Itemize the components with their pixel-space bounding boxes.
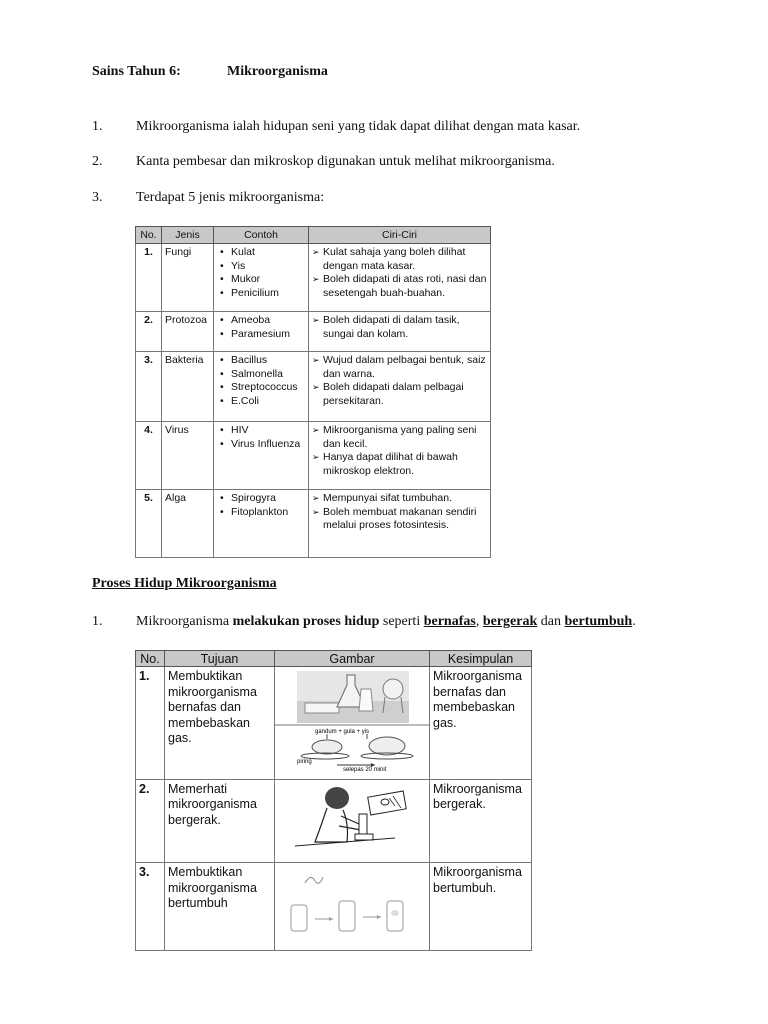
example-item: • Mukor bbox=[231, 273, 305, 287]
microorganism-types-table bbox=[135, 226, 491, 558]
cell-tujuan: Membuktikan mikroorganisma bernafas dan membebaskan gas. bbox=[165, 667, 275, 780]
feature-item: ➢ Hanya dapat dilihat di bawah mikroskop elektron. bbox=[323, 451, 487, 478]
cell-contoh bbox=[214, 312, 309, 352]
header-jenis: Jenis bbox=[162, 227, 214, 244]
header-gambar: Gambar bbox=[275, 651, 430, 667]
cell-no: 2. bbox=[136, 312, 162, 352]
cell-no: 1. bbox=[136, 667, 165, 780]
example-item: • HIV bbox=[231, 424, 305, 438]
sentence-bold: melakukan proses hidup bbox=[232, 614, 380, 629]
list-number: 2. bbox=[92, 154, 103, 169]
cell-no: 3. bbox=[136, 352, 162, 422]
image-label-mix: gandum + gula + yis bbox=[315, 729, 370, 735]
sentence-part: dan bbox=[537, 614, 565, 629]
sentence-part: . bbox=[632, 614, 636, 629]
example-item: • Bacillus bbox=[231, 354, 305, 368]
growth-experiment-illustration bbox=[275, 863, 430, 945]
example-item: • Virus Influenza bbox=[231, 438, 305, 452]
cell-gambar bbox=[275, 779, 430, 863]
keyword-bertumbuh: bertumbuh bbox=[564, 614, 633, 629]
cell-ciri bbox=[309, 352, 491, 422]
header-contoh: Contoh bbox=[214, 227, 309, 244]
respiration-experiment-illustration bbox=[275, 667, 430, 774]
example-item: • Salmonella bbox=[231, 368, 305, 382]
cell-kesimpulan: Mikroorganisma bertumbuh. bbox=[430, 863, 532, 951]
image-label-plate: piring bbox=[297, 759, 312, 765]
example-item: • Spirogyra bbox=[231, 492, 305, 506]
cell-ciri bbox=[309, 312, 491, 352]
table-header-row bbox=[136, 227, 491, 244]
feature-item: ➢ Mikroorganisma yang paling seni dan kecil. bbox=[323, 424, 487, 451]
image-label-time: selepas 20 minit bbox=[343, 767, 387, 773]
section-heading: Proses Hidup Mikroorganisma bbox=[92, 576, 277, 591]
cell-kesimpulan: Mikroorganisma bernafas dan membebaskan gas. bbox=[430, 667, 532, 780]
feature-item: ➢ Kulat sahaja yang boleh dilihat dengan mata kasar. bbox=[323, 246, 487, 273]
cell-contoh bbox=[214, 422, 309, 490]
table-header-row bbox=[136, 651, 532, 667]
life-process-table bbox=[135, 650, 532, 951]
cell-contoh bbox=[214, 244, 309, 312]
cell-gambar bbox=[275, 667, 430, 780]
header-ciri: Ciri-Ciri bbox=[309, 227, 491, 244]
page-title bbox=[92, 64, 328, 80]
feature-item: ➢ Wujud dalam pelbagai bentuk, saiz dan warna. bbox=[323, 354, 487, 381]
example-item: • Streptococcus bbox=[231, 381, 305, 395]
cell-ciri bbox=[309, 422, 491, 490]
list-text: Kanta pembesar dan mikroskop digunakan untuk melihat mikroorganisma. bbox=[136, 154, 555, 169]
subject-label: Sains Tahun 6: bbox=[92, 64, 181, 79]
table-row bbox=[136, 312, 491, 352]
feature-item: ➢ Boleh didapati dalam pelbagai persekitaran. bbox=[323, 381, 487, 408]
table-row bbox=[136, 490, 491, 558]
cell-tujuan: Memerhati mikroorganisma bergerak. bbox=[165, 779, 275, 863]
cell-no: 5. bbox=[136, 490, 162, 558]
feature-item: ➢ Boleh didapati di atas roti, nasi dan sesetengah buah-buahan. bbox=[323, 273, 487, 300]
example-item: • Fitoplankton bbox=[231, 506, 305, 520]
sentence-part: seperti bbox=[379, 614, 424, 629]
cell-kesimpulan: Mikroorganisma bergerak. bbox=[430, 779, 532, 863]
cell-no: 1. bbox=[136, 244, 162, 312]
cell-gambar bbox=[275, 863, 430, 951]
cell-jenis: Virus bbox=[162, 422, 214, 490]
cell-ciri bbox=[309, 244, 491, 312]
cell-jenis: Protozoa bbox=[162, 312, 214, 352]
cell-jenis: Fungi bbox=[162, 244, 214, 312]
table-row bbox=[136, 352, 491, 422]
header-tujuan: Tujuan bbox=[165, 651, 275, 667]
example-item: • Paramesium bbox=[231, 328, 305, 342]
cell-contoh bbox=[214, 352, 309, 422]
cell-no: 3. bbox=[136, 863, 165, 951]
topic-label: Mikroorganisma bbox=[227, 64, 328, 79]
feature-item: ➢ Mempunyai sifat tumbuhan. bbox=[323, 492, 487, 506]
header-no: No. bbox=[136, 651, 165, 667]
header-kesimpulan: Kesimpulan bbox=[430, 651, 532, 667]
feature-item: ➢ Boleh membuat makanan sendiri melalui proses fotosintesis. bbox=[323, 506, 487, 533]
example-item: • E.Coli bbox=[231, 395, 305, 409]
list-text bbox=[136, 614, 636, 630]
table-row bbox=[136, 863, 532, 951]
cell-jenis: Alga bbox=[162, 490, 214, 558]
list-number: 3. bbox=[92, 190, 103, 205]
keyword-bernafas: bernafas bbox=[423, 614, 476, 629]
microscope-observation-illustration bbox=[275, 780, 430, 858]
table-row bbox=[136, 422, 491, 490]
sentence-part: , bbox=[475, 614, 483, 629]
list-number: 1. bbox=[92, 614, 103, 629]
keyword-bergerak: bergerak bbox=[482, 614, 538, 629]
example-item: • Kulat bbox=[231, 246, 305, 260]
cell-tujuan: Membuktikan mikroorganisma bertumbuh bbox=[165, 863, 275, 951]
header-no: No. bbox=[136, 227, 162, 244]
cell-no: 2. bbox=[136, 779, 165, 863]
table-row bbox=[136, 244, 491, 312]
cell-contoh bbox=[214, 490, 309, 558]
example-item: • Ameoba bbox=[231, 314, 305, 328]
sentence-part: Mikroorganisma bbox=[136, 614, 233, 629]
table-row bbox=[136, 667, 532, 780]
feature-item: ➢ Boleh didapati di dalam tasik, sungai dan kolam. bbox=[323, 314, 487, 341]
example-item: • Yis bbox=[231, 260, 305, 274]
list-number: 1. bbox=[92, 119, 103, 134]
table-row bbox=[136, 779, 532, 863]
list-text: Terdapat 5 jenis mikroorganisma: bbox=[136, 190, 325, 205]
list-text: Mikroorganisma ialah hidupan seni yang tidak dapat dilihat dengan mata kasar. bbox=[136, 119, 581, 134]
example-item: • Penicilium bbox=[231, 287, 305, 301]
cell-ciri bbox=[309, 490, 491, 558]
cell-no: 4. bbox=[136, 422, 162, 490]
cell-jenis: Bakteria bbox=[162, 352, 214, 422]
